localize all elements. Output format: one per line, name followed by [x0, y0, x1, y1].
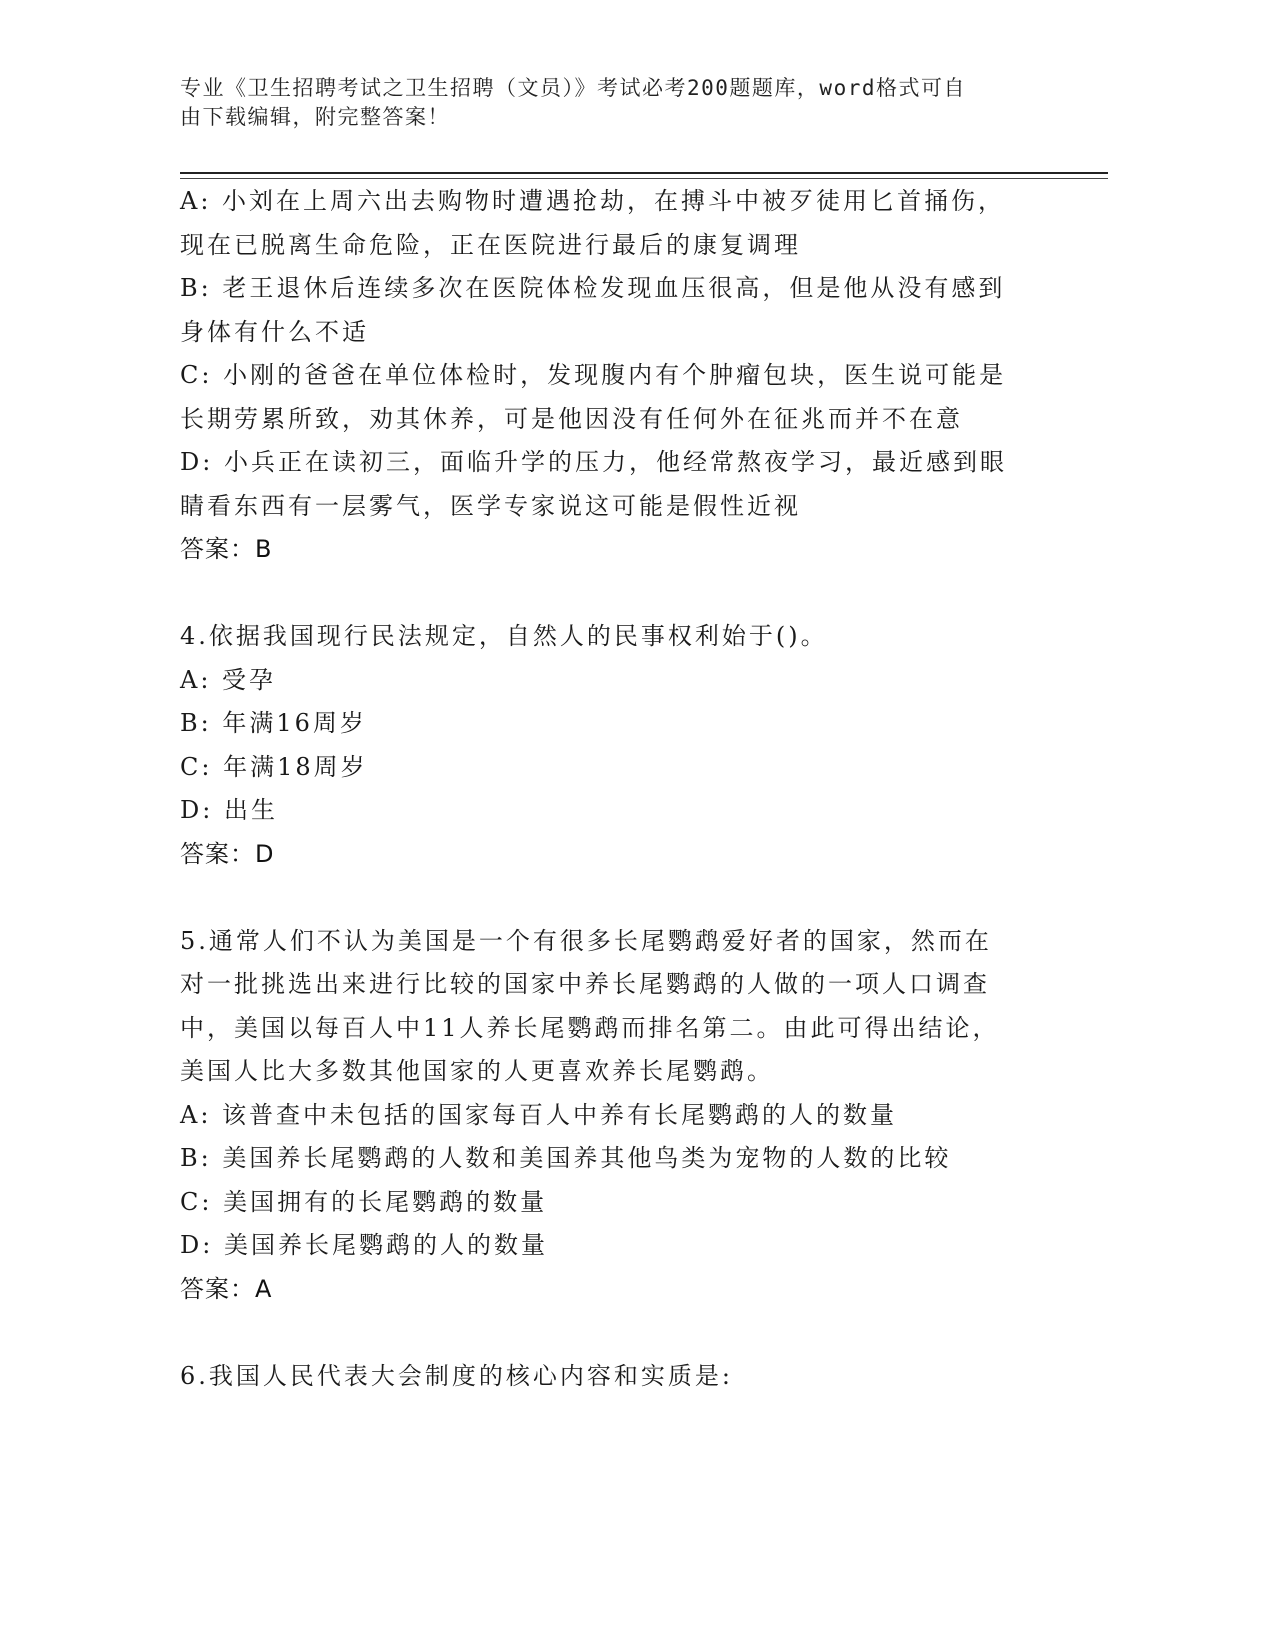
header-divider-thick [180, 172, 1108, 174]
question-4-option-c: C: 年满18周岁 [180, 752, 368, 781]
question-3-option-c [180, 354, 1040, 441]
question-6-text: 6.我国人民代表大会制度的核心内容和实质是: [180, 1361, 733, 1390]
document-body [180, 180, 1040, 1398]
option-line: D: 小兵正在读初三，面临升学的压力，他经常熬夜学习，最近感到眼 [180, 448, 1007, 476]
question-3-option-d [180, 441, 1040, 528]
document-header [180, 74, 1040, 132]
option-line: B: 老王退休后连续多次在医院体检发现血压很高，但是他从没有感到 [180, 274, 1006, 302]
question-5-option-a: A: 该普查中未包括的国家每百人中养有长尾鹦鹉的人的数量 [180, 1100, 898, 1129]
question-4-text: 4.依据我国现行民法规定，自然人的民事权利始于()。 [180, 622, 828, 650]
question-5-text-line: 中，美国以每百人中11人养长尾鹦鹉而排名第二。由此可得出结论， [180, 1013, 1000, 1042]
question-5-text-line: 美国人比大多数其他国家的人更喜欢养长尾鹦鹉。 [180, 1057, 774, 1085]
spacer [180, 1311, 1040, 1355]
option-line: A: 小刘在上周六出去购物时遭遇抢劫，在搏斗中被歹徒用匕首捅伤， [180, 187, 1006, 215]
question-4-option-a: A: 受孕 [180, 665, 277, 694]
question-4-option-d: D: 出生 [180, 796, 278, 824]
question-5-answer: 答案：A [180, 1274, 273, 1303]
question-5-block [180, 920, 1040, 1312]
question-3-block [180, 180, 1040, 572]
option-line: C: 小刚的爸爸在单位体检时，发现腹内有个肿瘤包块，医生说可能是 [180, 361, 1007, 389]
header-divider-thin [180, 178, 1108, 179]
question-4-option-b: B: 年满16周岁 [180, 709, 367, 737]
option-line: 身体有什么不适 [180, 317, 369, 346]
question-3-answer: 答案：B [180, 535, 273, 563]
question-3-option-a [180, 180, 1040, 267]
header-title-line-1: 专业《卫生招聘考试之卫生招聘（文员）》考试必考200题题库，word格式可自 [180, 76, 966, 100]
question-4-answer: 答案：D [180, 839, 275, 868]
spacer [180, 876, 1040, 920]
option-line: 长期劳累所致，劝其休养，可是他因没有任何外在征兆而并不在意 [180, 404, 963, 433]
option-line: 睛看东西有一层雾气，医学专家说这可能是假性近视 [180, 491, 801, 520]
spacer [180, 572, 1040, 616]
question-5-text-line: 对一批挑选出来进行比较的国家中养长尾鹦鹉的人做的一项人口调查 [180, 970, 990, 998]
question-5-option-b: B: 美国养长尾鹦鹉的人数和美国养其他鸟类为宠物的人数的比较 [180, 1144, 952, 1172]
question-5-option-c: C: 美国拥有的长尾鹦鹉的数量 [180, 1187, 548, 1216]
question-5-text-line: 5.通常人们不认为美国是一个有很多长尾鹦鹉爱好者的国家，然而在 [180, 926, 992, 955]
question-3-option-b [180, 267, 1040, 354]
question-6-block [180, 1355, 1040, 1399]
option-line: 现在已脱离生命危险，正在医院进行最后的康复调理 [180, 230, 801, 259]
question-5-option-d: D: 美国养长尾鹦鹉的人的数量 [180, 1231, 548, 1259]
header-title-line-2: 由下载编辑，附完整答案！ [180, 105, 450, 129]
question-4-block [180, 615, 1040, 876]
